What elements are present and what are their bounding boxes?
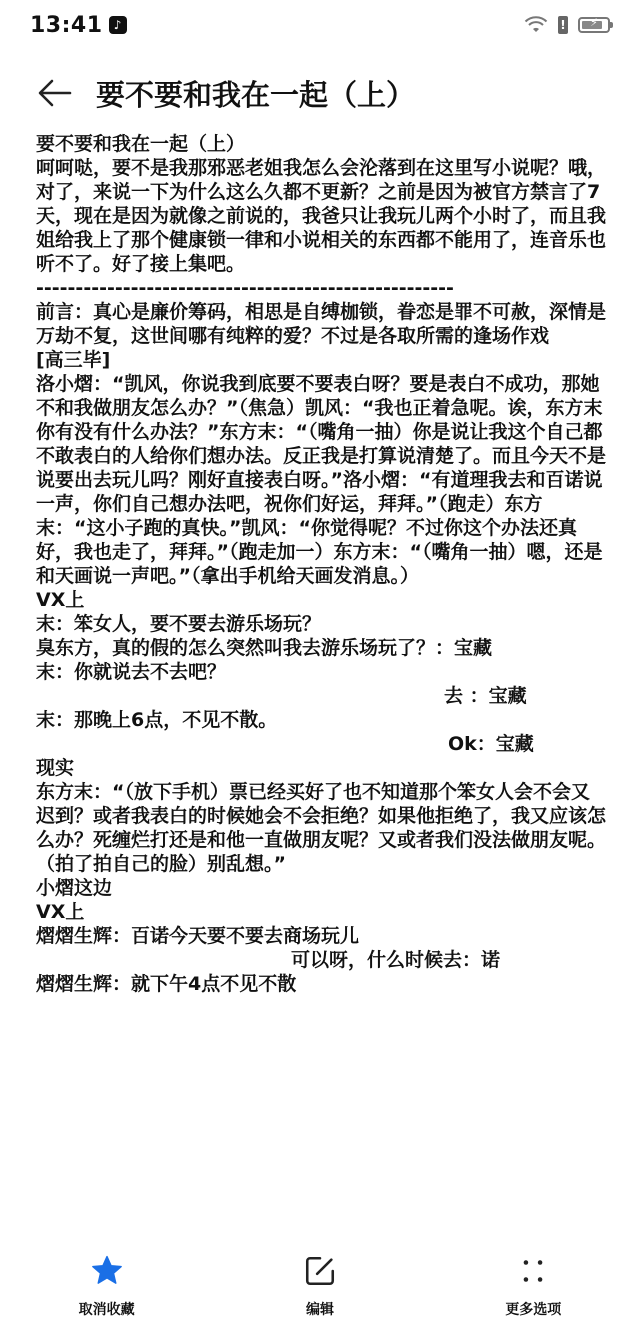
app-header [0,62,640,124]
section-label: 现实 [36,757,75,779]
chat-line: 末：你就说去不去吧？ [36,661,227,683]
paragraph-intro: 呵呵哒，要不是我那邪恶老姐我怎么会沦落到在这里写小说呢？哦，对了，来说一下为什么这么久都不更新？之前是因为被官方禁言了7天，现在是因为就像之前说的，我爸只让我玩儿两个小时了，而且我姐给我上了那个健康锁一律和小说相关的东西都不能用了，连音乐也听不了。好了接上集吧。 [36,157,607,275]
article-body[interactable] [36,132,608,996]
edit-button[interactable] [240,1245,400,1319]
chat-reply-right: Ok：宝藏 [448,733,534,755]
edit-label: 编辑 [305,1302,334,1318]
bottom-toolbar [0,1245,640,1327]
arrow-left-icon [38,79,72,107]
article-heading: 要不要和我在一起（上） [36,133,246,155]
chat-label: VX上 [36,901,85,923]
chat-line: 熠熠生辉：就下午4点不见不散 [36,973,297,995]
status-time: 13:41 [30,12,103,38]
page-title: 要不要和我在一起（上） [96,77,416,112]
unfavorite-button[interactable] [27,1245,187,1319]
chat-label: VX上 [36,589,85,611]
status-left [30,13,127,38]
battery-icon [578,17,610,33]
more-options-button[interactable] [453,1245,613,1319]
tiktok-icon: ♪ [109,16,127,34]
paragraph-monologue: 东方末：“（放下手机）票已经买好了也不知道那个笨女人会不会又迟到？或者我表白的时候她会不会拒绝？如果他拒绝了，我又应该怎么办？死缠烂打还是和他一直做朋友呢？又或者我们没法做朋友呢。（拍了拍自己的脸）别乱想。” [36,781,607,875]
chat-reply-right: 可以呀，什么时候去：诺 [291,949,501,971]
alert-icon: ! [558,16,568,34]
charging-bolt-icon: ⚡ [590,16,598,29]
star-icon [89,1253,125,1289]
wifi-icon [524,16,548,34]
more-options-label: 更多选项 [505,1302,562,1318]
chat-line: 熠熠生辉：百诺今天要不要去商场玩儿 [36,925,360,947]
back-button[interactable] [30,68,80,118]
paragraph-dialogue: 洛小熠：“凯风，你说我到底要不要表白呀？要是表白不成功，那她不和我做朋友怎么办？”（焦急）凯风：“我也正着急呢。诶，东方末你有没有什么办法？”东方末：“（嘴角一抽）你是说让我这个自己都不敢表白的人给你们想办法。反正我是打算说清楚了。而且今天不是说要出去玩儿吗？刚好直接表白呀。”洛小熠：“有道理我去和百诺说一声，你们自己想办法吧，祝你们好运，拜拜。”（跑走）东方末：“这小子跑的真快。”凯风：“你觉得呢？不过你这个办法还真好，我也走了，拜拜。”（跑走加一）东方末：“（嘴角一抽）嗯，还是和天画说一声吧。”（拿出手机给天画发消息。） [36,373,607,587]
status-right [524,16,610,34]
chat-line: 臭东方，真的假的怎么突然叫我去游乐场玩了？：宝藏 [36,637,493,659]
paragraph-preface: 前言：真心是廉价筹码，相思是自缚枷锁，眷恋是罪不可赦，深情是万劫不复，这世间哪有纯粹的爱？不过是各取所需的逢场作戏 [36,301,607,347]
chat-line: 末：那晚上6点，不见不散。 [36,709,278,731]
more-dots-icon [515,1253,551,1289]
section-marker: [高三毕] [36,349,111,371]
chat-reply-right: 去 ：宝藏 [444,685,527,707]
status-bar [0,0,640,50]
unfavorite-label: 取消收藏 [78,1302,135,1318]
dashed-divider: ----------------------------------------------------- [36,277,454,299]
section-label: 小熠这边 [36,877,113,899]
chat-line: 末：笨女人，要不要去游乐场玩？ [36,613,322,635]
edit-icon [302,1253,338,1289]
